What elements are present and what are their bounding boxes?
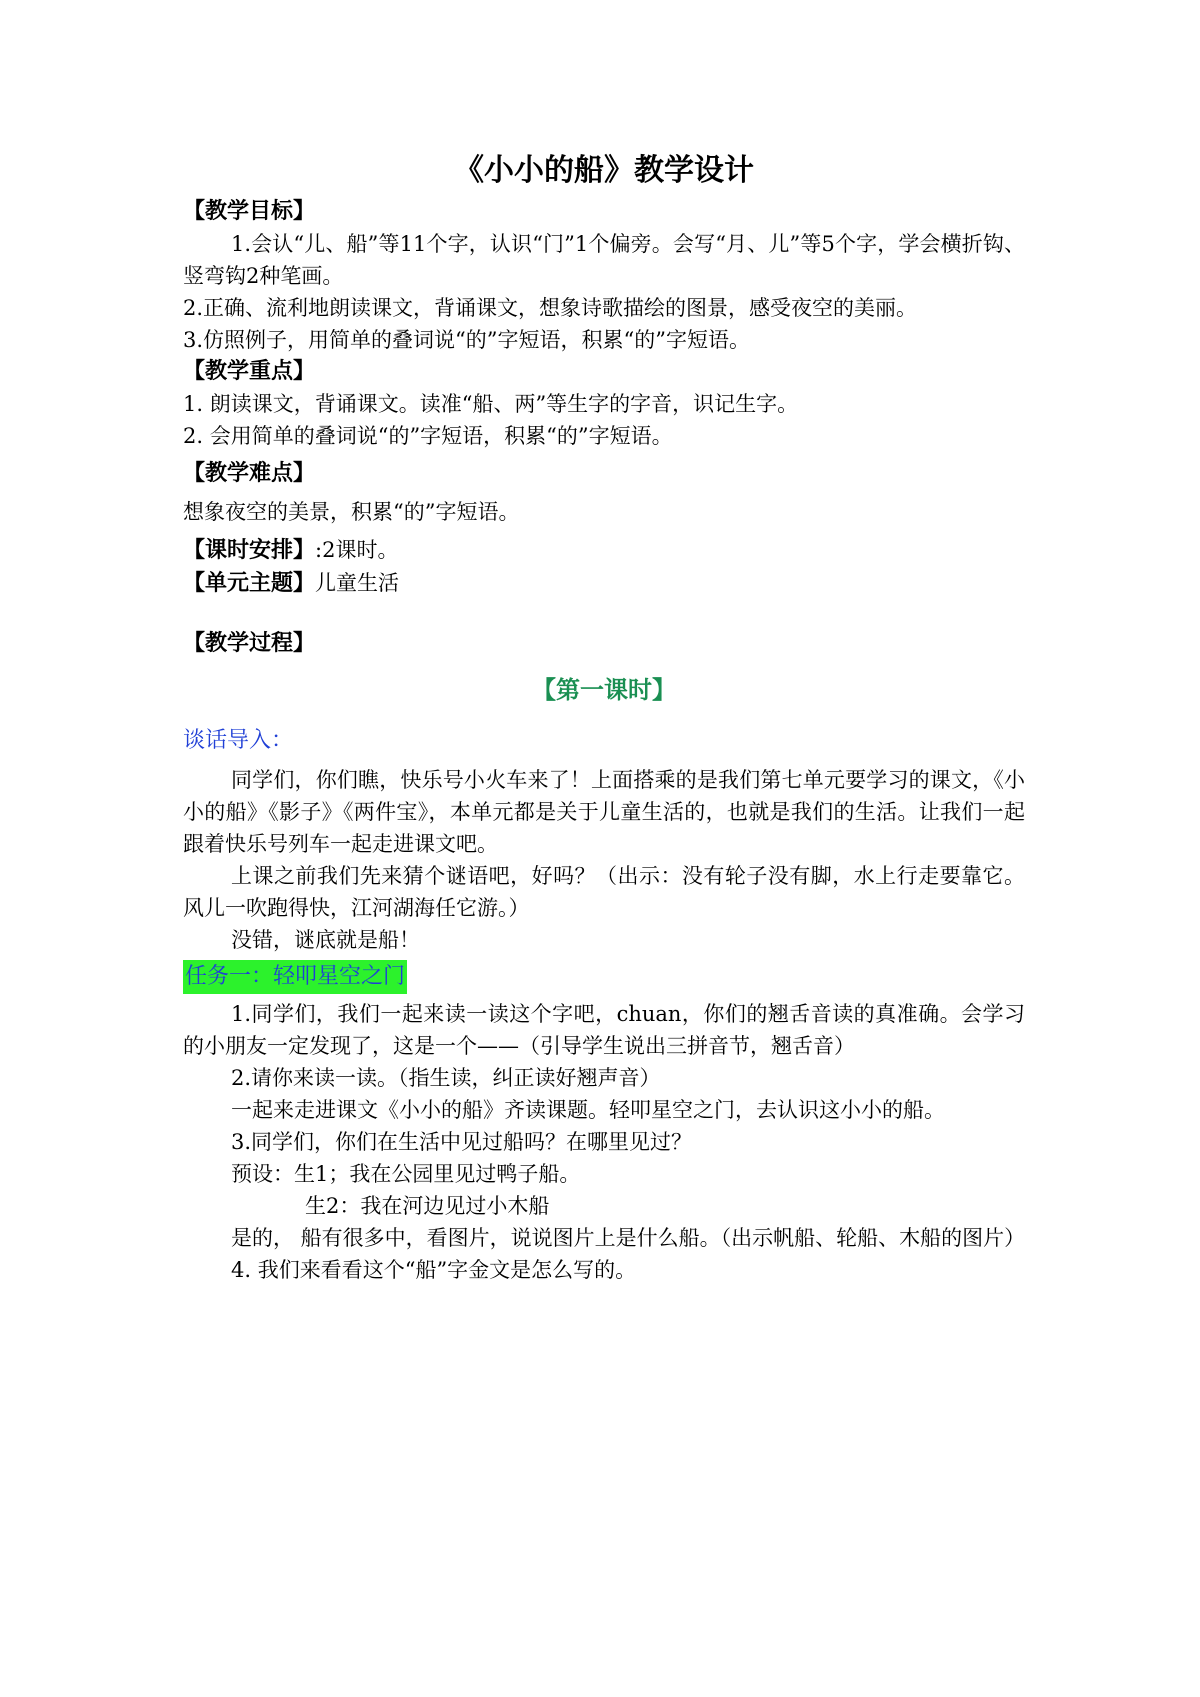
difficulty-text: 想象夜空的美景，积累“的”字短语。 <box>183 500 520 524</box>
objective-line-2: 2.正确、流利地朗读课文，背诵课文，想象诗歌描绘的图景，感受夜空的美丽。 <box>183 296 918 320</box>
task-answer-2: 生2：我在河边见过小木船 <box>305 1194 550 1218</box>
task-paragraph-1: 1.同学们，我们一起来读一读这个字吧，chuan，你们的翘舌音读的真准确。会学习的小朋友一定发现了，这是一个——（引导学生说出三拼音节，翘舌音） <box>183 1002 1025 1058</box>
schedule-line <box>183 534 1025 567</box>
talk-paragraph-2: 上课之前我们先来猜个谜语吧，好吗？（出示：没有轮子没有脚，水上行走要靠它。风儿一吹跑得快，江河湖海任它游。） <box>183 864 1025 920</box>
talk-paragraph-3: 没错，谜底就是船！ <box>231 928 420 952</box>
key-point-line-2: 2. 会用简单的叠词说“的”字短语，积累“的”字短语。 <box>183 424 673 448</box>
task-paragraph-3: 一起来走进课文《小小的船》齐读课题。轻叩星空之门，去认识这小小的船。 <box>231 1098 945 1122</box>
schedule-label: 【课时安排】 <box>183 538 316 563</box>
key-point-line-1: 1. 朗读课文，背诵课文。读准“船、两”等生字的字音，识记生字。 <box>183 392 799 416</box>
task-paragraph-7: 4. 我们来看看这个“船”字金文是怎么写的。 <box>231 1258 637 1282</box>
theme-value: 儿童生活 <box>315 571 400 595</box>
document-content <box>183 146 1025 1286</box>
process-heading: 【教学过程】 <box>183 631 316 656</box>
objective-line-1: 1.会认“儿、船”等11个字，认识“门”1个偏旁。会写“月、儿”等5个字，学会横折钩、竖弯钩2种笔画。 <box>183 232 1025 288</box>
schedule-value: :2课时。 <box>315 538 399 562</box>
theme-line <box>183 567 1025 600</box>
key-points-heading: 【教学重点】 <box>183 359 316 384</box>
task-paragraph-2: 2.请你来读一读。（指生读，纠正读好翘声音） <box>231 1066 661 1090</box>
task-paragraph-5: 预设：生1；我在公园里见过鸭子船。 <box>231 1162 581 1186</box>
objectives-heading: 【教学目标】 <box>183 199 316 224</box>
theme-label: 【单元主题】 <box>183 571 316 596</box>
task-heading: 任务一：轻叩星空之门 <box>183 960 407 994</box>
task-paragraph-6: 是的， 船有很多中，看图片，说说图片上是什么船。（出示帆船、轮船、木船的图片） <box>231 1226 1026 1250</box>
task-paragraph-4: 3.同学们，你们在生活中见过船吗？在哪里见过？ <box>231 1130 693 1154</box>
lesson-title: 【第一课时】 <box>532 676 676 704</box>
page-title: 《小小的船》教学设计 <box>454 153 754 188</box>
talk-heading: 谈话导入： <box>183 728 294 753</box>
talk-paragraph-1: 同学们，你们瞧，快乐号小火车来了！上面搭乘的是我们第七单元要学习的课文，《小小的船》《影子》《两件宝》，本单元都是关于儿童生活的，也就是我们的生活。让我们一起跟着快乐号列车一起走进课文吧。 <box>183 768 1025 856</box>
objective-line-3: 3.仿照例子，用简单的叠词说“的”字短语，积累“的”字短语。 <box>183 328 750 352</box>
difficulty-heading: 【教学难点】 <box>183 461 316 486</box>
